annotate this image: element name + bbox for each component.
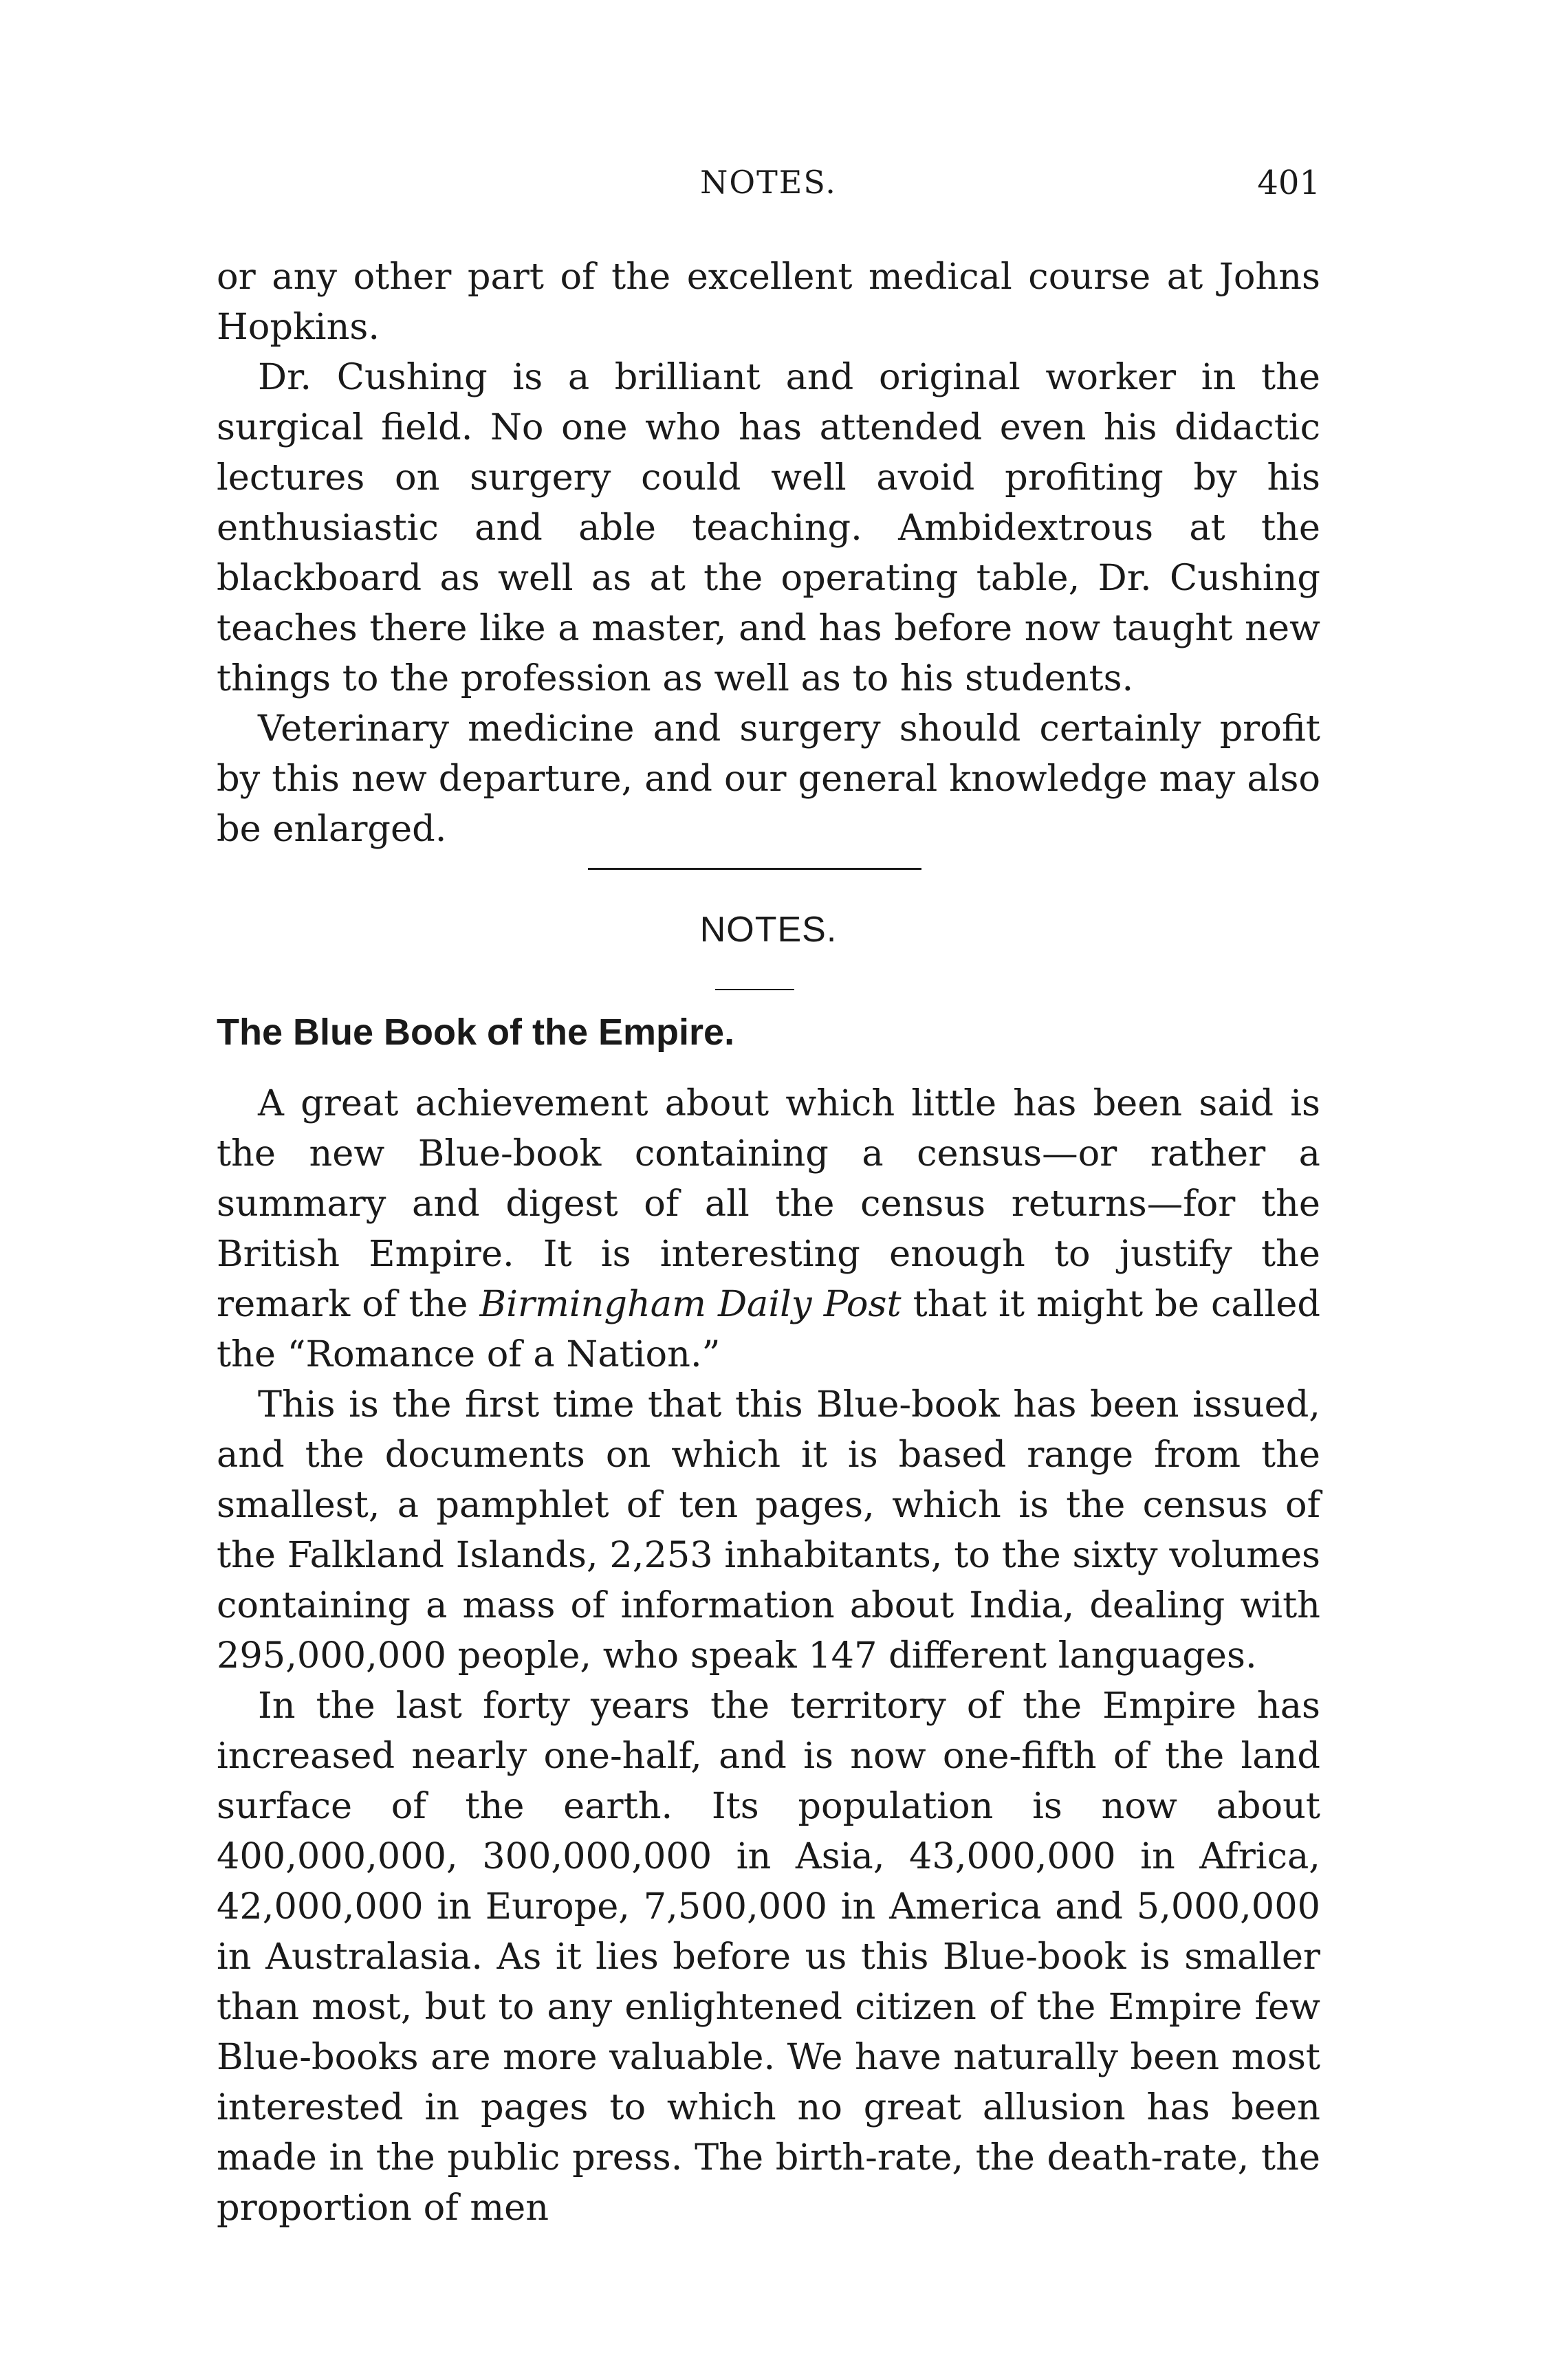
blue-book-text-end: that it might be called the “Romance of a Nation.” xyxy=(217,1283,1320,1375)
running-head xyxy=(217,164,1320,219)
veterinary-paragraph: Veterinary medicine and surgery should certainly profit by this new departure, and our general knowledge may also be enlarged. xyxy=(217,708,1320,850)
blue-book-paragraph xyxy=(217,1078,1320,1379)
territory-paragraph: In the last forty years the territory of the Empire has increased nearly one-half, and is now one-fifth of the land surface of the earth. Its population is now about 400,000,000, 300,000,000 in Asia, 43,000,000 in Africa, 42,000,000 in Europe, 7,500,000 in America and 5,000,000 in Australasia. As it lies before us this Blue-book is smaller than most, but to any enlightened citizen of the Empire few Blue-books are more valuable. We have naturally been most interested in pages to which no great allusion has been made in the public press. The birth-rate, the death-rate, the proportion of men xyxy=(217,1685,1320,2229)
cushing-paragraph: Dr. Cushing is a brilliant and original worker in the surgical field. No one who has attended even his didactic lectures on surgery could well avoid profiting by his enthusiastic and able teaching. Ambidextrous at the blackboard as well as at the operating table, Dr. Cushing teaches there like a master, and has before now taught new things to the profession as well as to his students. xyxy=(217,356,1320,699)
continued-paragraph: or any other part of the excellent medical course at Johns Hopkins. xyxy=(217,256,1320,348)
newspaper-title: Birmingham Daily Post xyxy=(479,1283,902,1325)
page-number: 401 xyxy=(1257,164,1320,202)
notes-body xyxy=(217,1078,1320,2233)
running-title: NOTES. xyxy=(700,164,837,201)
first-issue-paragraph: This is the first time that this Blue-book has been issued, and the documents on which it is based range from the smallest, a pamphlet of ten pages, which is the census of the Falkland Islands, 2,253 inhabitants, to the sixty volumes containing a mass of information about India, dealing with 295,000,000 people, who speak 147 different languages. xyxy=(217,1384,1320,1677)
article-title: The Blue Book of the Empire. xyxy=(217,1012,735,1053)
top-section xyxy=(217,252,1320,854)
notes-heading: NOTES. xyxy=(699,910,838,950)
section-divider-rule xyxy=(588,868,921,870)
blue-book-text-start: A great achievement about which little has been said is the new Blue-book containing a census—or rather a summary and digest of all the census returns—for the British Empire. It is interesting enough to justify the remark of the xyxy=(217,1082,1320,1325)
heading-underline-rule xyxy=(715,989,794,990)
